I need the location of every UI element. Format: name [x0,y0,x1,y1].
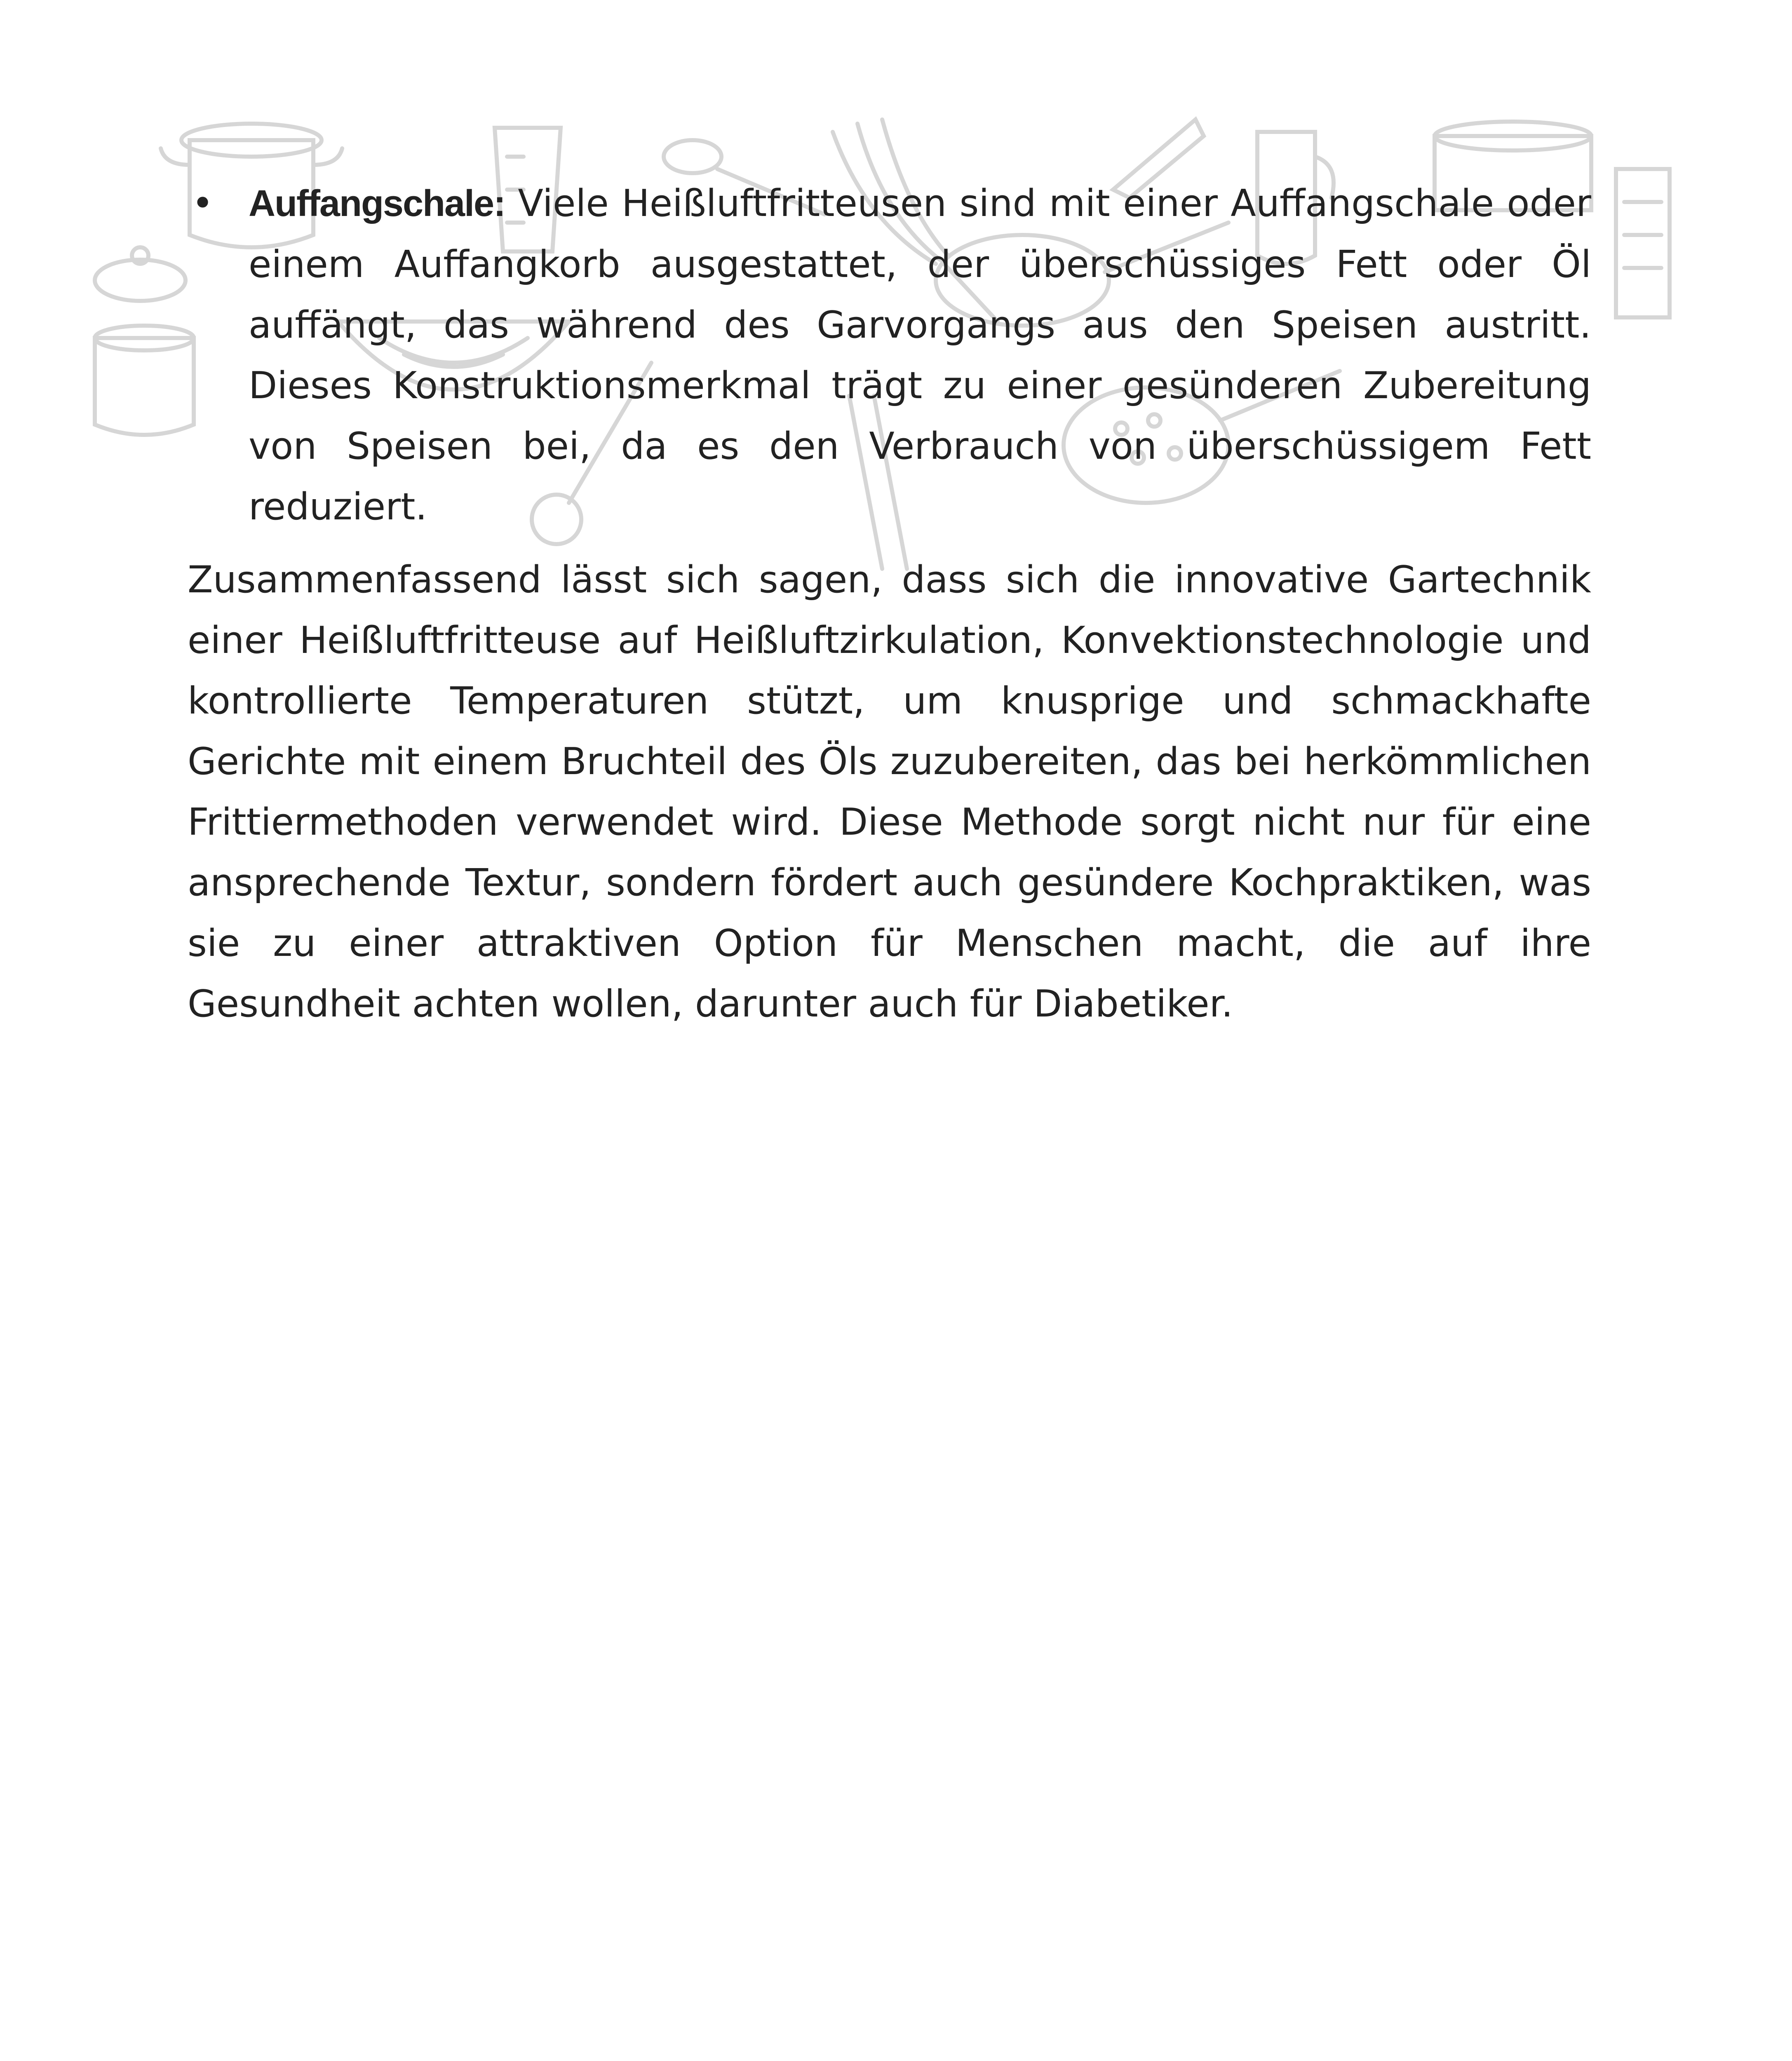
bullet-text: Viele Heißluftfritteusen sind mit einer Auffangschale oder einem Auffangkorb ausgestattet, der überschüssiges Fett oder Öl auffängt, das während des Garvorgangs aus den Speisen austritt. Dieses Konstruktionsmerkmal trägt zu einer gesünderen Zubereitung von Speisen bei, da es den Verbrauch von überschüssigem Fett reduziert. [249,182,1591,528]
list-item [188,173,1591,537]
summary-paragraph: Zusammenfassend lässt sich sagen, dass sich die innovative Gartechnik einer Heißluftfritteuse auf Heißluftzirkulation, Konvektionstechnologie und kontrollierte Temperaturen stützt, um knusprige und schmackhafte Gerichte mit einem Bruchteil des Öls zuzubereiten, das bei herkömmlichen Frittiermethoden verwendet wird. Diese Methode sorgt nicht nur für eine ansprechende Textur, sondern fördert auch gesündere Kochpraktiken, was sie zu einer attraktiven Option für Menschen macht, die auf ihre Gesundheit achten wollen, darunter auch für Diabetiker. [188,558,1591,1026]
page-body [188,173,1591,1034]
bullet-term: Auffangschale: [249,183,505,224]
grater-icon [1616,169,1670,317]
bullet-point: • [192,182,214,225]
lidded-pot-icon [95,247,194,435]
